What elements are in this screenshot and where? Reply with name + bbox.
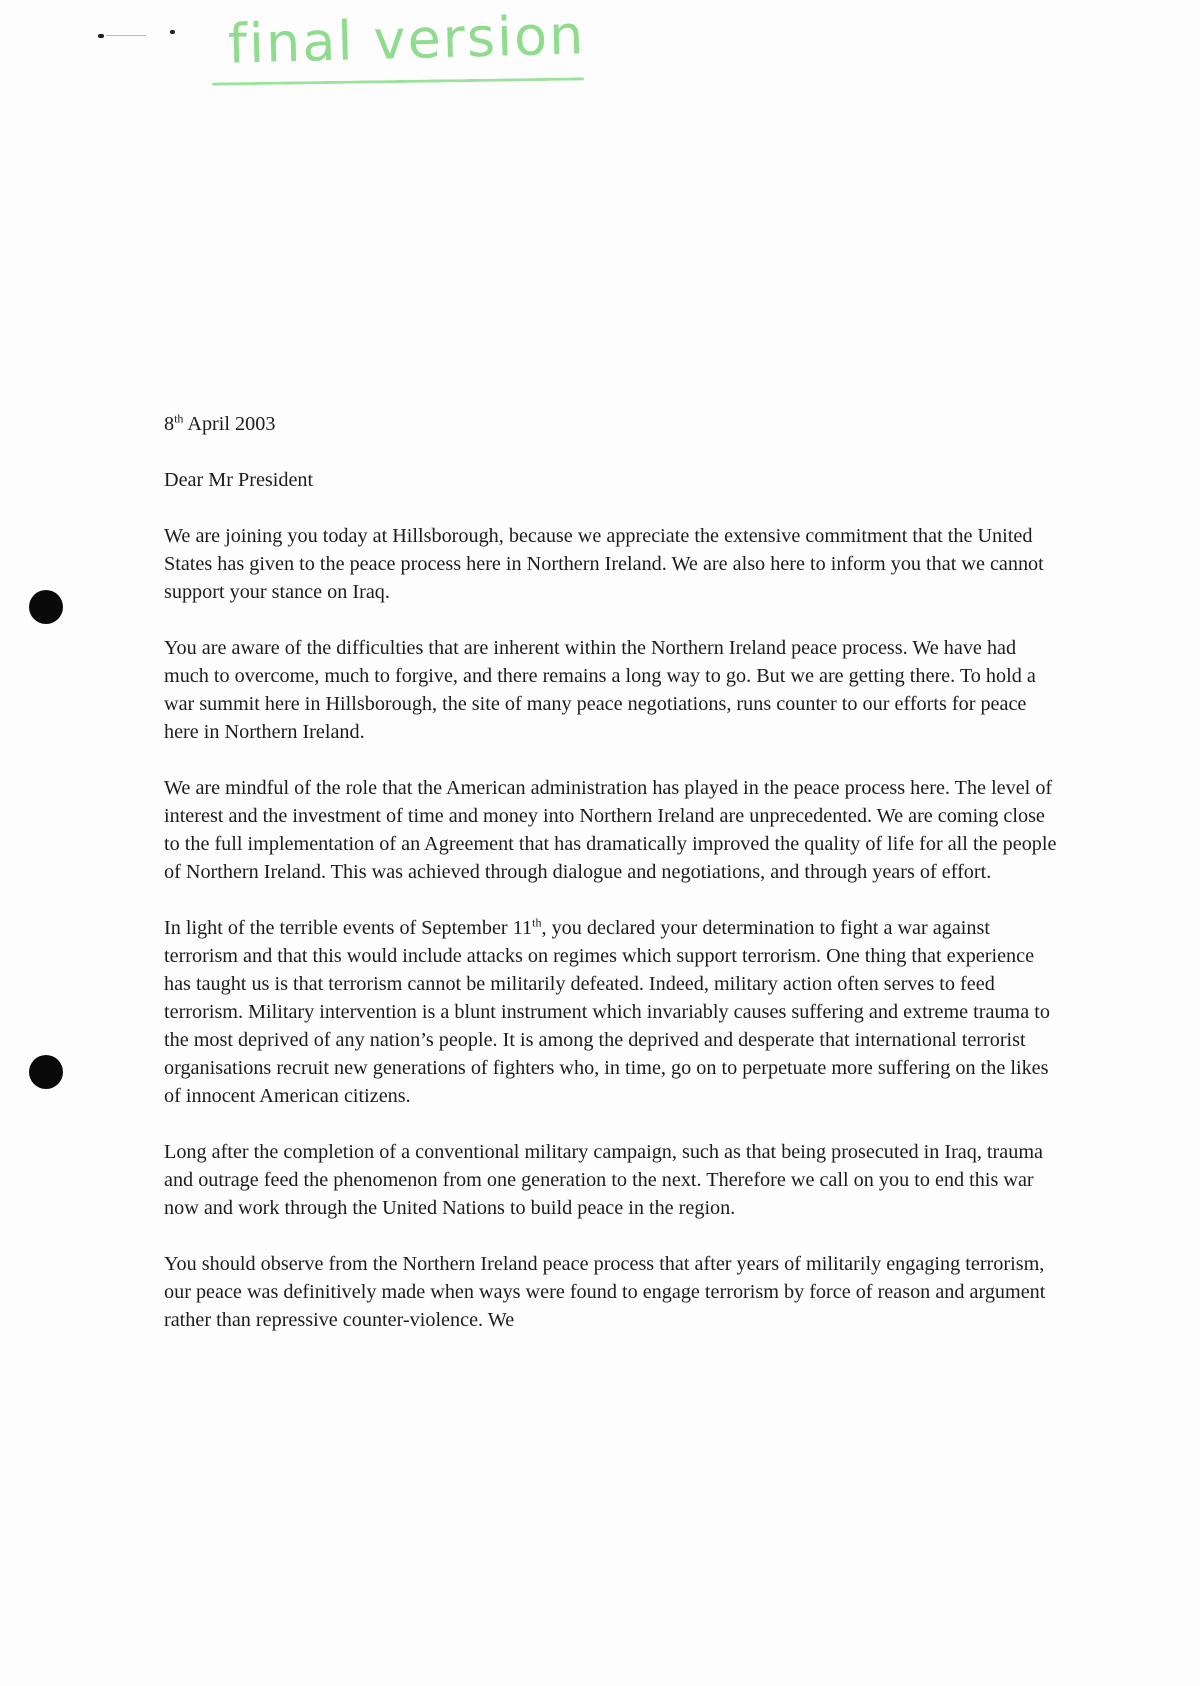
letter-paragraph-6: You should observe from the Northern Ireland peace process that after years of militarily engaging terrorism, our peace was definitively made when ways were found to engage terrorism by force of reason and argument rather than repressive counter-violence. We [164,1253,1046,1331]
letter-date [164,410,1064,438]
letter-paragraph-4 [164,914,1064,1110]
date-day-suffix: th [174,411,184,426]
scan-mark [98,34,104,38]
letter-salutation: Dear Mr President [164,469,314,491]
paragraph-4-superscript: th [532,915,542,930]
letter-body [164,410,1064,1362]
paragraph-4-end: , you declared your determination to fight a war against terrorism and that this would include attacks on regimes which support terrorism. One thing that experience has taught us is that terrorism cannot be militarily defeated. Indeed, military action often serves to feed terrorism. Military intervention is a blunt instrument which invariably causes suffering and extreme trauma to the most deprived of any nation’s people. It is among the deprived and desperate that international terrorist organisations recruit new generations of fighters who, in time, go on to perpetuate more suffering on the likes of innocent American citizens. [164,917,1050,1107]
punch-hole [29,1055,63,1089]
handwritten-annotation: final version [227,3,587,76]
letter-paragraph-5: Long after the completion of a conventional military campaign, such as that being prosecuted in Iraq, trauma and outrage feed the phenomenon from one generation to the next. Therefore we call on you to end this war now and work through the United Nations to build peace in the region. [164,1141,1043,1219]
letter-paragraph-3: We are mindful of the role that the American administration has played in the peace process here. The level of interest and the investment of time and money into Northern Ireland are unprecedented. We are coming close to the full implementation of an Agreement that has dramatically improved the quality of life for all the people of Northern Ireland. This was achieved through dialogue and negotiations, and through years of effort. [164,777,1057,883]
letter-paragraph-1: We are joining you today at Hillsborough, because we appreciate the extensive commitment that the United States has given to the peace process here in Northern Ireland. We are also here to inform you that we cannot support your stance on Iraq. [164,525,1044,603]
scan-mark [106,35,146,36]
annotation-underline [212,77,584,85]
date-day: 8 [164,413,175,435]
punch-hole [29,590,63,624]
paragraph-4-start: In light of the terrible events of September 11 [164,917,533,939]
letter-paragraph-2: You are aware of the difficulties that are inherent within the Northern Ireland peace process. We have had much to overcome, much to forgive, and there remains a long way to go. But we are getting there. To hold a war summit here in Hillsborough, the site of many peace negotiations, runs counter to our efforts for peace here in Northern Ireland. [164,637,1036,743]
scan-mark [170,30,175,34]
date-month-year: April 2003 [187,413,276,435]
